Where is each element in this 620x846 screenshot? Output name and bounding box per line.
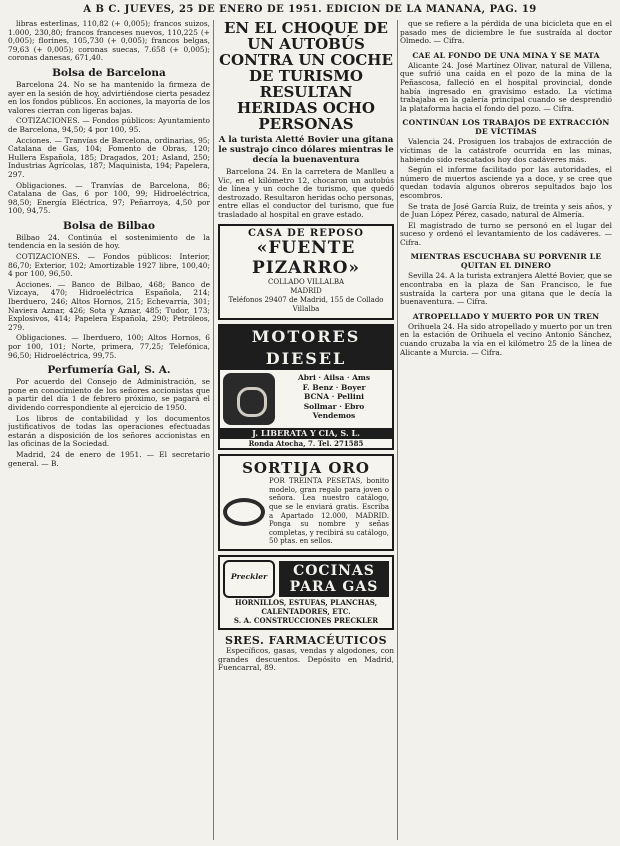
section-paragraph: Se trata de José García Ruiz, de treinta y seis años, y de Juan López Pérez, casado, natural de Almería. bbox=[400, 201, 612, 220]
column-right bbox=[400, 20, 612, 840]
ad-title: CASA DE REPOSO bbox=[247, 227, 365, 239]
section-paragraph: Orihuela 24. Ha sido atropellado y muerto por un tren en la estación de Orihuela el vecino Antonio Sánchez, cuando cruzaba la vía en el kilómetro 25 de la línea de Alicante a Murcia. — Cifra. bbox=[400, 321, 612, 357]
section-paragraph: COTIZACIONES. — Fondos públicos: Ayuntamiento de Barcelona, 94,50; 4 por 100, 95. bbox=[8, 116, 210, 134]
section-paragraph: Acciones. — Banco de Bilbao, 468; Banco de Vizcaya, 470; Hidroeléctrica Española, 214; Iberduero, 246; Altos Hornos, 215; Echevarría, 301; Naviera Aznar, 426; Sota y Aznar, 485; Tudor, 173; Explosivos, 414; Papelera Española, 290; Petróleos, 279. bbox=[8, 279, 210, 332]
ad-brand-line: BCNA · Pellini bbox=[303, 392, 364, 402]
preckler-logo: Preckler bbox=[223, 560, 275, 598]
ad-brand-name: «FUENTE PIZARRO» bbox=[251, 238, 361, 279]
farmaceuticos-text: Específicos, gasas, vendas y algodones, con grandes descuentos. Depósito en Madrid, Fuencarral, 89. bbox=[218, 645, 394, 673]
section-paragraph: Obligaciones. — Tranvías de Barcelona, 86; Catalana de Gas, 6 por 100, 99; Hidroeléctrica, 98,50; Energía Eléctrica, 97; Peñarroya, 4,50 por 100, 94,75. bbox=[8, 180, 210, 216]
column-center bbox=[218, 20, 394, 840]
section-title: CONTINÚAN LOS TRABAJOS DE EXTRACCIÓN DE VÍCTIMAS bbox=[402, 118, 610, 137]
ad-brand-line: Sollmar · Ebro bbox=[303, 401, 365, 411]
article-body: Barcelona 24. En la carretera de Manlleu a Vic, en el kilómetro 12, chocaron un autobús de línea y un coche de turismo, que quedó destrozado. Resultaron heridas ocho personas, entre ellas el conductor del turismo, que fue trasladado al hospital en grave estado. bbox=[218, 167, 394, 219]
section-paragraph: Sevilla 24. A la turista extranjera Aletté Bovier, que se encontraba en la plaza de San Francisco, le fue sustraída la cartera por una gitana que le decía la buenaventura. — Cifra. bbox=[400, 271, 612, 307]
ad-company: S. A. CONSTRUCCIONES PRECKLER bbox=[233, 615, 379, 625]
ad-body bbox=[220, 370, 392, 428]
section-paragraph: Por acuerdo del Consejo de Administración, se pone en conocimiento de los señores accionistas que a partir del día 1 de febrero próximo, se pagará el dividendo correspondiente al ejercicio de 1950. bbox=[8, 377, 210, 412]
headline: EN EL CHOQUE DE UN AUTOBÚS CONTRA UN COCHE DE TURISMO RESULTAN HERIDAS OCHO PERSONAS bbox=[219, 20, 393, 133]
section-paragraph: Madrid, 24 de enero de 1951. — El secretario general. — B. bbox=[8, 449, 210, 468]
ad-text: POR TREINTA PESETAS, bonito modelo, gran regalo para joven o señora. Lea nuestro catálogo, que se le enviará gratis. Escriba a Apartado 12.000, MADRID. Ponga su nombre y señas completas, y recibirá su catálogo, 50 ptas. en sellos. bbox=[269, 477, 389, 546]
column-divider bbox=[397, 20, 398, 840]
ad-phone: Teléfonos 29407 de Madrid, 155 de Collado Villalba bbox=[228, 296, 384, 314]
section-title: Bolsa de Barcelona bbox=[52, 66, 166, 79]
section-paragraph: Obligaciones. — Iberduero, 100; Altos Hornos, 6 por 100, 101; Norte, primera, 77,25; Telefónica, 96,50; Hidroeléctrica, 99,75. bbox=[8, 333, 210, 360]
ad-motores-diesel bbox=[218, 324, 394, 450]
ad-title: MOTORES DIESEL bbox=[220, 326, 392, 370]
section-paragraph: Alicante 24. José Martínez Olivar, natural de Villena, que sufrió una caída en el pozo de la mina de la Peñascosa, falleció en el hospital provincial, donde había ingresado en gravísimo estado. La víctima trabajaba en la galería principal cuando se desprendió la plataforma hacia el fondo del pozo. — Cifra. bbox=[400, 60, 612, 113]
ad-sell-label: Vendemos bbox=[312, 411, 356, 421]
column-left bbox=[8, 20, 210, 840]
section-paragraph: Bilbao 24. Continúa el sostenimiento de la tendencia en la sesión de hoy. bbox=[8, 232, 210, 251]
section-paragraph: Según el informe facilitado por las autoridades, el número de muertos asciende ya a doce, y se cree que quedan todavía algunos obreros sepultados bajo los escombros. bbox=[400, 165, 612, 200]
section-paragraph: Los libros de contabilidad y los documentos justificativos de todas las operaciones efectuadas estarán a disposición de los señores accionistas en las oficinas de la Sociedad. bbox=[8, 413, 210, 449]
ad-brand-list bbox=[279, 373, 389, 425]
ad-casa-reposo bbox=[218, 224, 394, 321]
section-title: MIENTRAS ESCUCHABA SU PORVENIR LE QUITAN EL DINERO bbox=[410, 252, 602, 271]
ad-body bbox=[223, 477, 389, 546]
article-intro: que se refiere a la pérdida de una bicicleta que en el pasado mes de diciembre le fue sustraída al doctor Olmedo. — Cifra. bbox=[400, 20, 612, 46]
ad-location: COLLADO VILLALBA bbox=[267, 278, 345, 287]
section-paragraph: Barcelona 24. No se ha mantenido la firmeza de ayer en la sesión de hoy, advirtiéndose cierta pesadez en los fondos públicos. En acciones, la mayoría de los valores cierran con ligeras bajas. bbox=[8, 79, 210, 115]
column-divider bbox=[213, 20, 214, 840]
section-paragraph: Acciones. — Tranvías de Barcelona, ordinarias, 95; Catalana de Gas, 104; Fomento de Obras, 120; Hullera Española, 185; Dragados, 201; Asland, 250; Industrias Agrícolas, 187; Maquinista, 194; Papelera, 297. bbox=[8, 135, 210, 179]
section-title: Bolsa de Bilbao bbox=[63, 219, 155, 232]
page-header: A B C. JUEVES, 25 DE ENERO DE 1951. EDICION DE LA MAÑANA, PAG. 19 bbox=[83, 4, 537, 15]
ad-cocinas-gas bbox=[218, 555, 394, 630]
exchange-rates-text: libras esterlinas, 110,82 (+ 0,005); francos suizos, 1.000, 230,80; francos franceses nuevos, 110,225 (+ 0,005); florines, 105,730 (+ 0,005); francos belgas, 79,63 (+ 0,005); coronas suecas, 7.658 (+ 0,005); coronas danesas, 671,40. bbox=[8, 20, 210, 63]
ad-city: MADRID bbox=[290, 287, 322, 296]
ad-header-row bbox=[223, 560, 389, 598]
section-paragraph: El magistrado de turno se personó en el lugar del suceso y ordenó el levantamiento de los cadáveres. — Cifra. bbox=[400, 220, 612, 247]
ad-company: J. LIBERATA Y CIA, S. L. bbox=[220, 428, 392, 439]
ad-title: SORTIJA ORO bbox=[242, 459, 370, 478]
farmaceuticos-title: SRES. FARMACÉUTICOS bbox=[224, 633, 388, 647]
section-paragraph: COTIZACIONES. — Fondos públicos: Interior, 86,70; Exterior, 102; Amortizable 1927 libre, 100,40; 4 por 100, 96,50. bbox=[8, 252, 210, 279]
ad-address: Ronda Atocha, 7. Tel. 271585 bbox=[248, 439, 364, 449]
ad-title: COCINAS PARA GAS bbox=[279, 561, 389, 597]
section-title: CAE AL FONDO DE UNA MINA Y SE MATA bbox=[412, 50, 600, 60]
section-title: ATROPELLADO Y MUERTO POR UN TREN bbox=[412, 311, 600, 321]
section-paragraph: Valencia 24. Prosiguen los trabajos de extracción de víctimas de la catástrofe ocurrida en las minas, habiendo sido rescatados hoy dos cadáveres más. bbox=[400, 137, 612, 164]
subheadline: A la turista Aletté Bovier una gitana le sustrajo cinco dólares mientras le decía la buenaventura bbox=[218, 135, 394, 165]
ad-brand-line: Abri · Ailsa · Ams bbox=[297, 373, 371, 383]
ad-sortija-oro bbox=[218, 454, 394, 551]
engine-icon bbox=[223, 373, 275, 425]
ad-brand-line: F. Benz · Boyer bbox=[302, 382, 366, 392]
ad-products: HORNILLOS, ESTUFAS, PLANCHAS, CALENTADORES, ETC. bbox=[234, 597, 378, 616]
ring-icon bbox=[223, 498, 265, 526]
section-title: Perfumería Gal, S. A. bbox=[47, 364, 171, 377]
